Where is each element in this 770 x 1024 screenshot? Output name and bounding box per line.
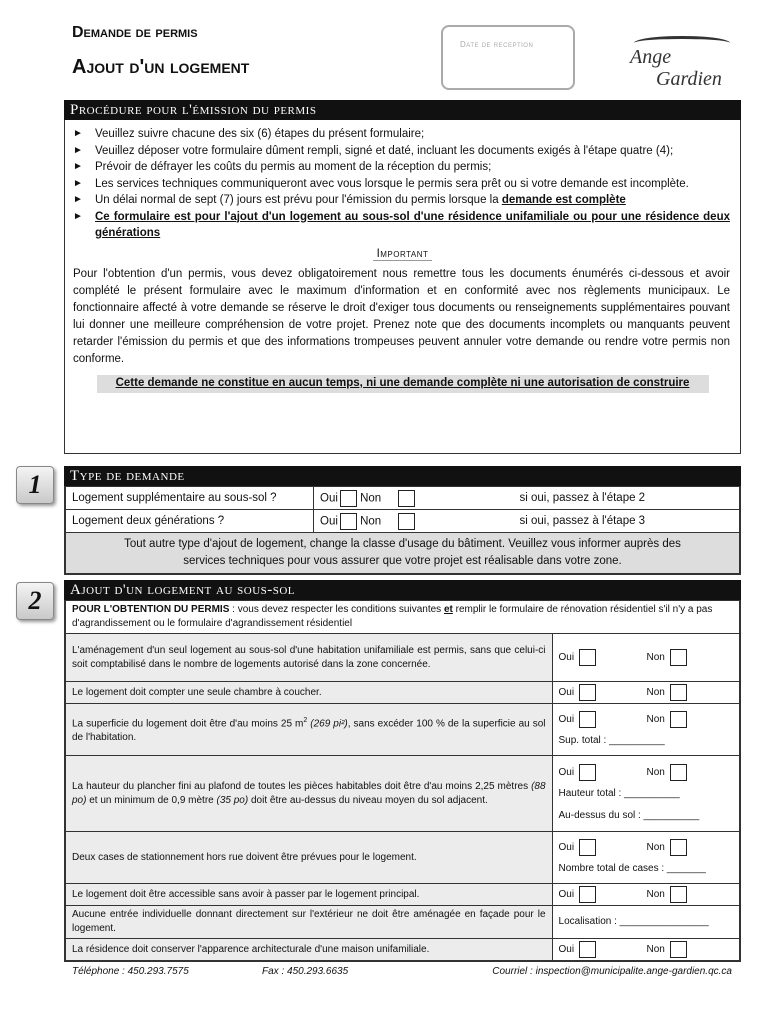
- condition-answer: [552, 939, 739, 961]
- non-checkbox[interactable]: [670, 764, 687, 781]
- municipality-logo: [626, 36, 736, 96]
- important-heading: [65, 248, 740, 260]
- request-type-choice: [314, 510, 514, 533]
- superscript: 2: [303, 716, 308, 724]
- request-type-choice: [314, 487, 514, 510]
- condition-answer: [552, 756, 739, 832]
- condition-answer: [552, 704, 739, 756]
- condition-text-part: et un minimum de 0,9 mètre: [86, 794, 217, 806]
- step-1-heading: Type de demande: [64, 466, 741, 486]
- logo-text-line2: Gardien: [656, 68, 722, 90]
- procedure-item: ► Les services techniques communiqueront avec vous lorsque le permis sera prêt ou si votre demande est incomplète.: [73, 176, 730, 193]
- procedure-section: [64, 120, 741, 454]
- oui-label: Oui: [320, 492, 338, 505]
- oui-checkbox[interactable]: [579, 684, 596, 701]
- procedure-item-emphasis: Ce formulaire est pour l'ajout d'un logement au sous-sol d'une résidence unifamiliale ou pour une résidence deux générations: [95, 210, 730, 239]
- condition-text-part: La superficie du logement doit être d'au moins 25 m: [72, 718, 304, 730]
- condition-text-italic: (35 po): [216, 794, 249, 806]
- step-1-section: [64, 486, 741, 575]
- oui-checkbox[interactable]: [579, 886, 596, 903]
- oui-checkbox[interactable]: [579, 839, 596, 856]
- table-row: [66, 704, 740, 756]
- condition-answer: [552, 634, 739, 682]
- basement-conditions-table: [65, 600, 740, 961]
- non-label: Non: [646, 687, 665, 699]
- table-row: [66, 832, 740, 884]
- table-row: [66, 510, 740, 533]
- non-label: Non: [646, 767, 665, 779]
- oui-checkbox[interactable]: [579, 711, 596, 728]
- oui-checkbox[interactable]: [579, 941, 596, 958]
- condition-text-part: , sans excéder 100 % de la superficie au sol de l'habitation.: [72, 718, 546, 744]
- non-label: Non: [646, 714, 665, 726]
- condition-text-italic: (88 po): [72, 780, 546, 806]
- step-2-badge: 2: [16, 582, 54, 620]
- total-area-field[interactable]: Sup. total : __________: [558, 735, 665, 746]
- reception-date-label: Date de reception: [460, 40, 534, 49]
- table-row: [66, 601, 740, 634]
- non-label: Non: [360, 515, 382, 528]
- non-checkbox[interactable]: [398, 513, 415, 530]
- important-paragraph: Pour l'obtention d'un permis, vous devez obligatoirement nous remettre tous les documents énumérés ci-dessous et avoir complété le présent formulaire avec le maximum d'information et en conformité avec nos règlements municipaux. Le fonctionnaire affecté à votre demande se réserve le droit d'exiger tous documents ou renseignements supplémentaires pouvant lui donner une meilleure compréhension de votre projet. Prenez note que des documents incomplets ou manquants peuvent retarder l'émission du permis et que des informations trompeuses peuvent annuler votre demande ou rendre votre permis non conforme.: [73, 267, 730, 365]
- condition-text: [66, 704, 553, 756]
- oui-checkbox[interactable]: [340, 513, 357, 530]
- table-row: [66, 682, 740, 704]
- request-type-note: si oui, passez à l'étape 2: [514, 487, 740, 510]
- non-label: Non: [646, 842, 665, 854]
- footer-fax: Fax : 450.293.6635: [262, 966, 349, 977]
- procedure-item: [73, 192, 730, 209]
- non-checkbox[interactable]: [398, 490, 415, 507]
- procedure-heading: Procédure pour l'émission du permis: [64, 100, 741, 120]
- form-subtitle: Ajout d'un logement: [72, 56, 250, 78]
- intro-et: et: [443, 604, 453, 615]
- request-type-note: si oui, passez à l'étape 3: [514, 510, 740, 533]
- above-ground-field[interactable]: Au-dessus du sol : __________: [558, 810, 700, 821]
- non-checkbox[interactable]: [670, 649, 687, 666]
- oui-checkbox[interactable]: [579, 649, 596, 666]
- condition-text-part: La hauteur du plancher fini au plafond de toutes les pièces habitables doit être d'au moins 2,25 mètres: [72, 780, 532, 792]
- table-row: [66, 939, 740, 961]
- authorization-notice: Cette demande ne constitue en aucun temps, ni une demande complète ni une autorisation de construire: [97, 375, 709, 393]
- footer-phone: Téléphone : 450.293.7575: [72, 966, 189, 977]
- condition-text: Aucune entrée individuelle donnant directement sur l'extérieur ne doit être aménagée en façade pour le logement.: [66, 906, 553, 939]
- request-type-label: Logement supplémentaire au sous-sol ?: [66, 487, 314, 510]
- condition-answer: [552, 906, 739, 939]
- non-checkbox[interactable]: [670, 941, 687, 958]
- table-row: [66, 756, 740, 832]
- oui-label: Oui: [320, 515, 338, 528]
- table-row: [66, 487, 740, 510]
- step-2-heading: Ajout d'un logement au sous-sol: [64, 580, 741, 600]
- procedure-list: [65, 120, 740, 242]
- table-row: [66, 634, 740, 682]
- non-checkbox[interactable]: [670, 886, 687, 903]
- location-field[interactable]: Localisation : ________________: [558, 916, 709, 927]
- non-label: Non: [646, 944, 665, 956]
- non-label: Non: [360, 492, 382, 505]
- condition-text: [66, 756, 553, 832]
- non-checkbox[interactable]: [670, 711, 687, 728]
- step-2-intro: [66, 601, 740, 634]
- non-label: Non: [646, 889, 665, 901]
- parking-count-field[interactable]: Nombre total de cases : _______: [558, 863, 706, 874]
- total-height-field[interactable]: Hauteur total : __________: [558, 788, 680, 799]
- condition-answer: [552, 832, 739, 884]
- condition-answer: [552, 682, 739, 704]
- procedure-item: ► Veuillez suivre chacune des six (6) étapes du présent formulaire;: [73, 126, 730, 143]
- condition-text-italic: (269 pi²): [307, 718, 348, 730]
- procedure-item: ► Prévoir de défrayer les coûts du permis au moment de la réception du permis;: [73, 159, 730, 176]
- procedure-item: [73, 209, 730, 242]
- procedure-item-emphasis: demande est complète: [501, 194, 626, 206]
- request-type-label: Logement deux générations ?: [66, 510, 314, 533]
- oui-label: Oui: [558, 842, 575, 854]
- oui-label: Oui: [558, 767, 575, 779]
- oui-label: Oui: [558, 944, 575, 956]
- table-row: [66, 884, 740, 906]
- step-1-badge: 1: [16, 466, 54, 504]
- condition-answer: [552, 884, 739, 906]
- important-label: Important: [373, 248, 433, 261]
- reception-date-box: [441, 25, 575, 90]
- condition-text: Le logement doit être accessible sans avoir à passer par le logement principal.: [66, 884, 553, 906]
- other-type-note: Tout autre type d'ajout de logement, change la classe d'usage du bâtiment. Veuillez vous informer auprès des services techniques pour vous assurer que votre projet est réalisable dans votre zone.: [66, 533, 740, 574]
- intro-bold: POUR L'OBTENTION DU PERMIS: [72, 604, 230, 615]
- non-label: Non: [646, 652, 665, 664]
- condition-text-part: doit être au-dessus du niveau moyen du sol adjacent.: [248, 794, 488, 806]
- logo-text-line1: Ange: [630, 46, 672, 68]
- non-checkbox[interactable]: [670, 839, 687, 856]
- request-type-table: [65, 486, 740, 574]
- form-title: Demande de permis: [72, 24, 198, 41]
- oui-label: Oui: [558, 889, 575, 901]
- oui-checkbox[interactable]: [579, 764, 596, 781]
- footer-email: Courriel : inspection@municipalite.ange-gardien.qc.ca: [492, 966, 732, 977]
- table-row: [66, 533, 740, 574]
- procedure-item: ► Veuillez déposer votre formulaire dûment rempli, signé et daté, incluant les documents exigés à l'étape quatre (4);: [73, 143, 730, 160]
- oui-checkbox[interactable]: [340, 490, 357, 507]
- step-2-section: [64, 600, 741, 962]
- table-row: [66, 906, 740, 939]
- oui-label: Oui: [558, 687, 575, 699]
- condition-text: Le logement doit compter une seule chambre à coucher.: [66, 682, 553, 704]
- condition-text: Deux cases de stationnement hors rue doivent être prévues pour le logement.: [66, 832, 553, 884]
- oui-label: Oui: [558, 714, 575, 726]
- procedure-item-text: Un délai normal de sept (7) jours est prévu pour l'émission du permis lorsque la: [95, 194, 502, 206]
- condition-text: L'aménagement d'un seul logement au sous-sol d'une habitation unifamiliale est permis, sans que celui-ci soit comptabilisé dans le nombre de logements autorisé dans la zone concernée.: [66, 634, 553, 682]
- oui-label: Oui: [558, 652, 575, 664]
- intro-text-end: remplir le formulaire de rénovation résidentiel s'il n'y a pas d'agrandissement ou le formulaire d'agrandissement résidentiel: [72, 604, 713, 629]
- intro-text: : vous devez respecter les conditions suivantes: [229, 604, 444, 615]
- non-checkbox[interactable]: [670, 684, 687, 701]
- condition-text: La résidence doit conserver l'apparence architecturale d'une maison unifamiliale.: [66, 939, 553, 961]
